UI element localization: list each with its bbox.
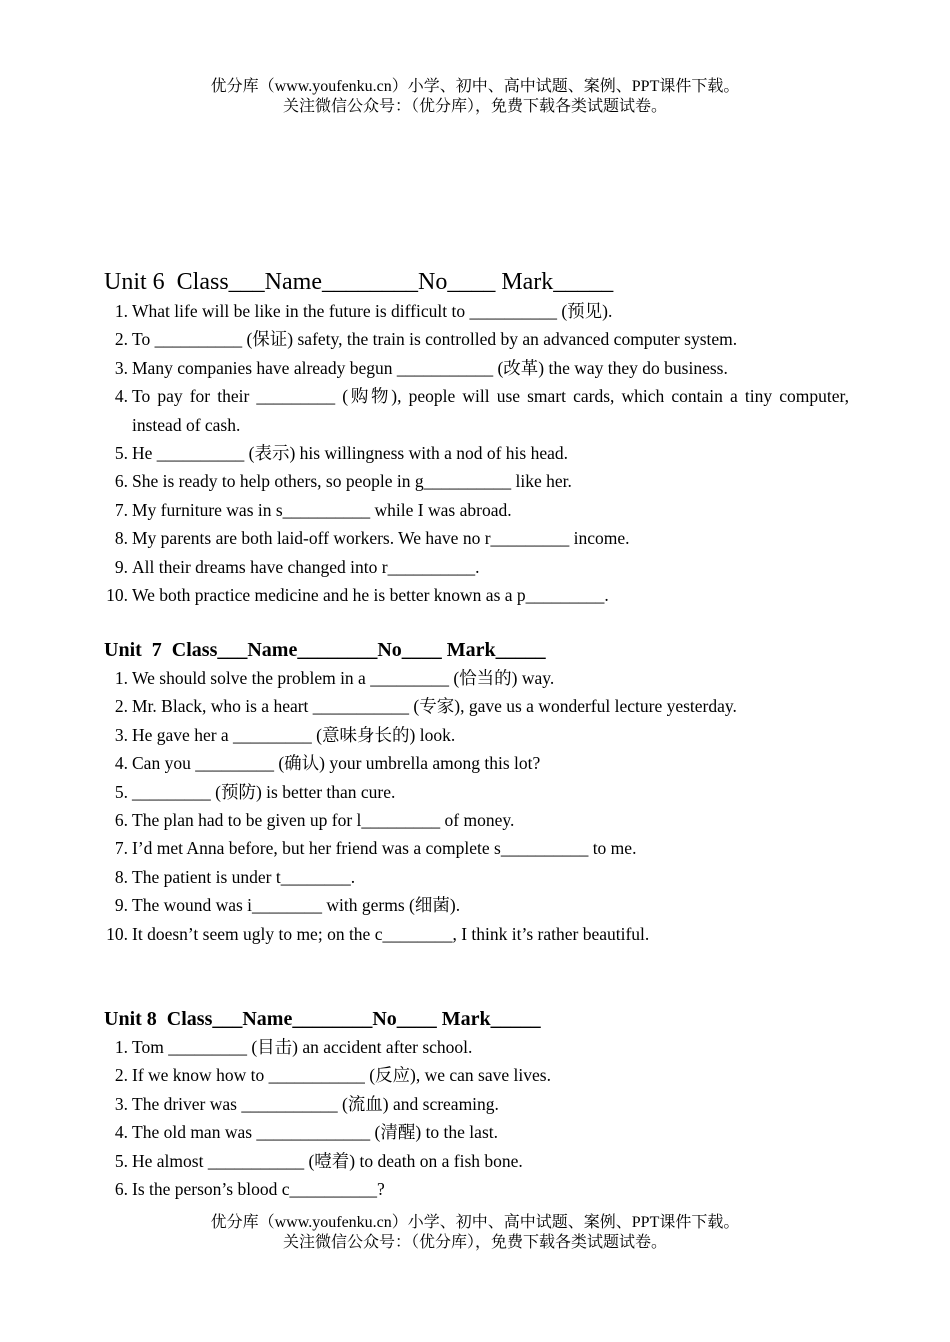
question-text: Is the person’s blood c__________? [132,1179,385,1200]
question-number: 3. [114,357,128,378]
question-item [104,806,849,834]
unit-8-title: Unit 8 Class___Name________No____ Mark_____ [104,1008,541,1030]
footer-line-2: 关注微信公众号：（优分库），免费下载各类试题试卷。 [282,1234,667,1251]
question-number: 4. [114,1122,128,1143]
question-number: 6. [114,810,128,831]
question-number: 2. [114,696,128,717]
question-number: 5. [114,443,128,464]
question-item [104,834,849,862]
question-number: 4. [114,753,128,774]
question-number: 2. [114,329,128,350]
unit-6-section [104,267,849,609]
page-footer [0,1213,950,1253]
question-number: 9. [114,556,128,577]
unit-8-question-list [104,1033,849,1203]
page-header [0,77,950,117]
question-number: 1. [114,301,128,321]
question-number: 3. [114,724,128,745]
question-text: He almost ___________ (噎着) to death on a fish bone. [132,1150,523,1171]
question-item [104,863,849,891]
question-text: We both practice medicine and he is better known as a p_________. [132,585,609,606]
question-text: She is ready to help others, so people in g__________ like her. [132,471,572,492]
question-text: The patient is under t________. [132,866,356,887]
question-item [104,778,849,806]
question-text: Many companies have already begun ___________ (改革) the way they do business. [132,357,728,378]
question-number: 5. [114,1150,128,1171]
unit-7-section [104,636,849,948]
question-number: 1. [114,1037,128,1057]
question-text: What life will be like in the future is difficult to __________ (预见). [132,301,613,321]
question-text: The plan had to be given up for l_________ of money. [132,810,515,831]
question-number: 6. [114,1179,128,1200]
question-item [104,496,849,524]
question-text: To __________ (保证) safety, the train is controlled by an advanced computer system. [132,329,738,350]
question-item [104,1118,849,1146]
question-number: 8. [114,528,128,549]
question-number: 1. [114,668,128,688]
question-text: My parents are both laid-off workers. We have no r_________ income. [132,528,630,549]
unit-8-section [104,1005,849,1203]
question-item [104,581,849,609]
question-item [104,1175,849,1203]
question-number: 3. [114,1093,128,1114]
question-item [104,297,849,325]
question-text: All their dreams have changed into r__________. [132,556,480,577]
question-text: To pay for their _________ (购物), people will use smart cards, which contain a tiny computer, instead of cash. [132,386,849,435]
question-item [104,920,849,948]
question-item [104,692,849,720]
question-number: 2. [114,1065,128,1086]
question-number: 6. [114,471,128,492]
question-number: 9. [114,895,128,916]
question-text: The old man was _____________ (清醒) to the last. [132,1122,498,1143]
question-item [104,1147,849,1175]
question-number: 7. [114,499,128,520]
question-item [104,524,849,552]
question-text: Can you _________ (确认) your umbrella among this lot? [132,753,541,774]
header-line-1: 优分库（www.youfenku.cn）小学、初中、高中试题、案例、PPT课件下载。 [210,78,740,95]
question-text: He __________ (表示) his willingness with a nod of his head. [132,443,568,464]
question-number: 7. [114,838,128,859]
question-text: Mr. Black, who is a heart ___________ (专家), gave us a wonderful lecture yesterday. [132,696,737,717]
question-item [104,553,849,581]
question-item [104,439,849,467]
question-item [104,354,849,382]
question-item [104,467,849,495]
question-text: The driver was ___________ (流血) and screaming. [132,1093,499,1114]
question-item [104,1033,849,1061]
question-text: I’d met Anna before, but her friend was a complete s__________ to me. [132,838,637,859]
question-text: My furniture was in s__________ while I was abroad. [132,499,512,520]
question-text: The wound was i________ with germs (细菌). [132,895,461,916]
question-text: If we know how to ___________ (反应), we can save lives. [132,1065,551,1086]
question-item [104,1090,849,1118]
unit-7-question-list [104,664,849,948]
unit-6-question-list [104,297,849,609]
question-item [104,664,849,692]
question-number: 8. [114,866,128,887]
question-text: He gave her a _________ (意味身长的) look. [132,724,456,745]
footer-line-1: 优分库（www.youfenku.cn）小学、初中、高中试题、案例、PPT课件下载。 [210,1214,740,1231]
unit-6-title: Unit 6 Class___Name________No____ Mark_____ [104,269,614,295]
question-item [104,721,849,749]
question-number: 10. [106,585,128,606]
question-text: We should solve the problem in a _________ (恰当的) way. [132,668,555,688]
question-item [104,891,849,919]
question-item [104,325,849,353]
question-number: 10. [106,923,128,944]
question-number: 4. [114,386,128,407]
question-number: 5. [114,781,128,802]
question-item [104,749,849,777]
unit-7-title: Unit 7 Class___Name________No____ Mark_____ [104,639,546,661]
question-text: _________ (预防) is better than cure. [132,781,396,802]
question-item [104,1061,849,1089]
header-line-2: 关注微信公众号：（优分库），免费下载各类试题试卷。 [282,98,667,115]
question-item [104,382,849,439]
question-text: Tom _________ (目击) an accident after school. [132,1037,473,1057]
question-text: It doesn’t seem ugly to me; on the c________, I think it’s rather beautiful. [132,923,650,944]
